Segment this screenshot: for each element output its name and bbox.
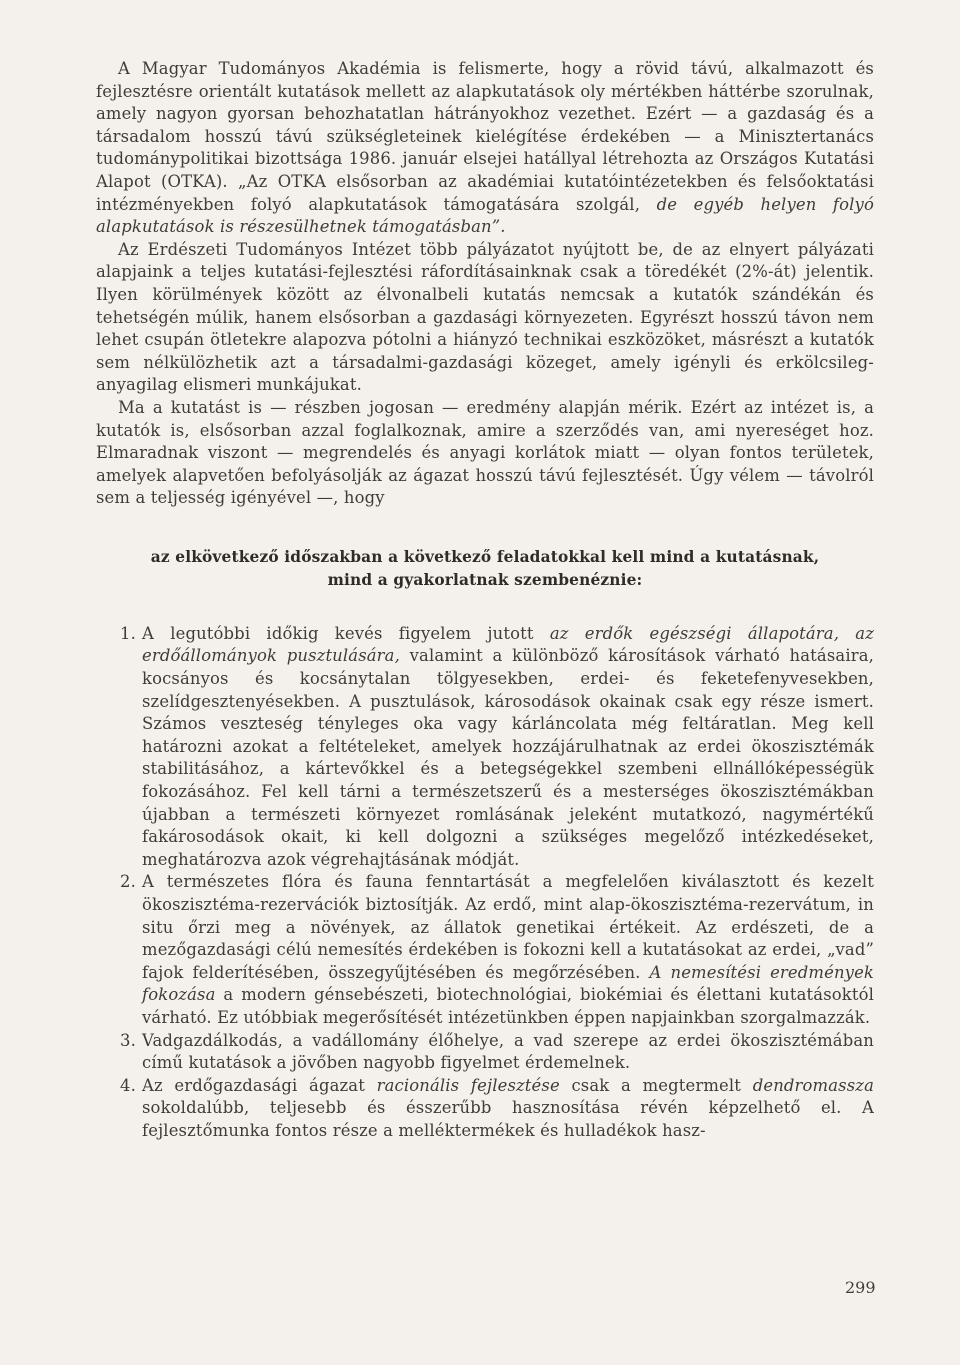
task-text: Vadgazdálkodás, a vadállomány élőhelye, a vad szerepe az erdei ökoszisztémában című kutatások a jövőben nagyobb figyelmet érdemelnek. <box>142 1030 874 1073</box>
task-item <box>96 1075 874 1143</box>
paragraph-otka <box>96 58 874 239</box>
task-text: sokoldalúbb, teljesebb és ésszerűbb hasznosítása révén képzelhető el. A fejlesztőmunka fontos része a melléktermékek és hulladékok hasz- <box>142 1098 874 1140</box>
paragraph-ert: Az Erdészeti Tudományos Intézet több pályázatot nyújtott be, de az elnyert pályázati alapjaink a teljes kutatási-fejlesztési ráfordításainknak csak a töredékét (2%-át) jelentik. Ilyen körülmények között az élvonalbeli kutatás nemcsak a kutatók szándékán és tehetségén múlik, hanem elsősorban a gazdasági környezeten. Egyrészt hosszú távon nem lehet csupán ötletekre alapozva pótolni a hiányzó technikai eszközöket, másrészt a kutatók sem nélkülözhetik azt a társadalmi-gazdasági közeget, amely igényli és erkölcsileg-anyagilag elismeri munkájukat. <box>96 239 874 395</box>
task-text: a modern génsebészeti, biotechnológiai, biokémiai és élettani kutatásoktól várható. Ez utóbbiak megerősítését intézetünkben éppen napjainkban szorgalmazzák. <box>142 985 874 1027</box>
task-emphasis: racionális fejlesztése <box>376 1075 560 1095</box>
task-item <box>96 623 874 872</box>
task-number: 3. <box>120 1030 136 1050</box>
section-heading <box>96 546 874 592</box>
paragraph-otka-text: A Magyar Tudományos Akadémia is felismerte, hogy a rövid távú, alkalmazott és fejlesztésre orientált kutatások mellett az alapkutatások oly mértékben háttérbe szorulnak, amely nagyon gyorsan behozhatatlan hátrányokhoz vezethet. Ezért — a gazdaság és a társadalom hosszú távú szükségleteinek kielégítése érdekében — a Minisztertanács tudománypolitikai bizottsága 1986. január elsejei hatállyal létrehozta az Országos Kutatási Alapot (OTKA). „Az OTKA elsősorban az akadémiai kutatóintézetekben és felsőoktatási intézményekben folyó alapkutatások támogatására szolgál, <box>96 59 874 214</box>
paragraph-measurement: Ma a kutatást is — részben jogosan — eredmény alapján mérik. Ezért az intézet is, a kutatók is, elsősorban azzal foglalkoznak, amire a szerződés van, ami nyereséget hoz. Elmaradnak viszont — megrendelés és anyagi korlátok miatt — olyan fontos területek, amelyek alapvetően befolyásolják az ágazat hosszú távú fejlesztését. Úgy vélem — távolról sem a teljesség igényével —, hogy <box>96 397 874 508</box>
task-number: 1. <box>120 623 136 643</box>
task-text: valamint a különböző károsítások várható hatásaira, kocsányos és kocsánytalan tölgyesekben, erdei- és feketefenyvesekben, szelídgesztenyésekben. A pusztulások, károsodások okainak csak egy része ismert. Számos veszteség tényleges oka vagy kárláncolata még feltáratlan. Meg kell határozni azokat a feltételeket, amelyek hozzájárulhatnak az erdei ökoszisztémák stabilitásához, a kártevőkkel és a betegségekkel szembeni ellnállóképességük fokozásához. Fel kell tárni a természetszerű és a mesterséges ökoszisztémákban újabban a természeti környezet romlásának jeleként mutatkozó, nagymértékű fakárosodások okait, ki kell dolgozni a szükséges megelőző intézkedéseket, meghatározva azok végrehajtásának módját. <box>142 646 874 869</box>
task-item <box>96 1030 874 1075</box>
body-text <box>96 58 874 1143</box>
task-text: csak a megtermelt <box>559 1075 753 1095</box>
section-heading-line-2: mind a gyakorlatnak szembenéznie: <box>327 570 643 589</box>
task-list <box>96 623 874 1143</box>
page-number: 299 <box>845 1278 876 1297</box>
task-number: 2. <box>120 872 136 892</box>
task-text: A természetes flóra és fauna fenntartását a megfelelően kiválasztott és kezelt ökoszisztéma-rezervációk biztosítják. Az erdő, mint alap-ökoszisztéma-rezervátum, in situ őrzi meg a növények, az állatok genetikai értékeit. Az erdészeti, de a mezőgazdasági célú nemesítés érdekében is fokozni kell a kutatásokat az erdei, „vad” fajok felderítésében, összegyűjtésében és megőrzésében. <box>142 872 874 982</box>
task-emphasis: A nemesítési eredmények fokozása <box>142 962 875 1005</box>
task-text: Az erdőgazdasági ágazat <box>142 1075 377 1095</box>
task-emphasis: dendromassza <box>752 1075 874 1095</box>
task-text: A legutóbbi időkig kevés figyelem jutott <box>142 623 550 643</box>
paragraph-otka-quote-italic: de egyéb helyen folyó alapkutatások is részesülhetnek támogatásban”. <box>96 194 874 237</box>
task-emphasis: az erdők egészségi állapotára, az erdőállományok pusztulására, <box>142 623 874 666</box>
task-item <box>96 871 874 1029</box>
section-heading-line-1: az elkövetkező időszakban a következő feladatokkal kell mind a kutatásnak, <box>150 547 820 566</box>
task-number: 4. <box>120 1075 136 1095</box>
